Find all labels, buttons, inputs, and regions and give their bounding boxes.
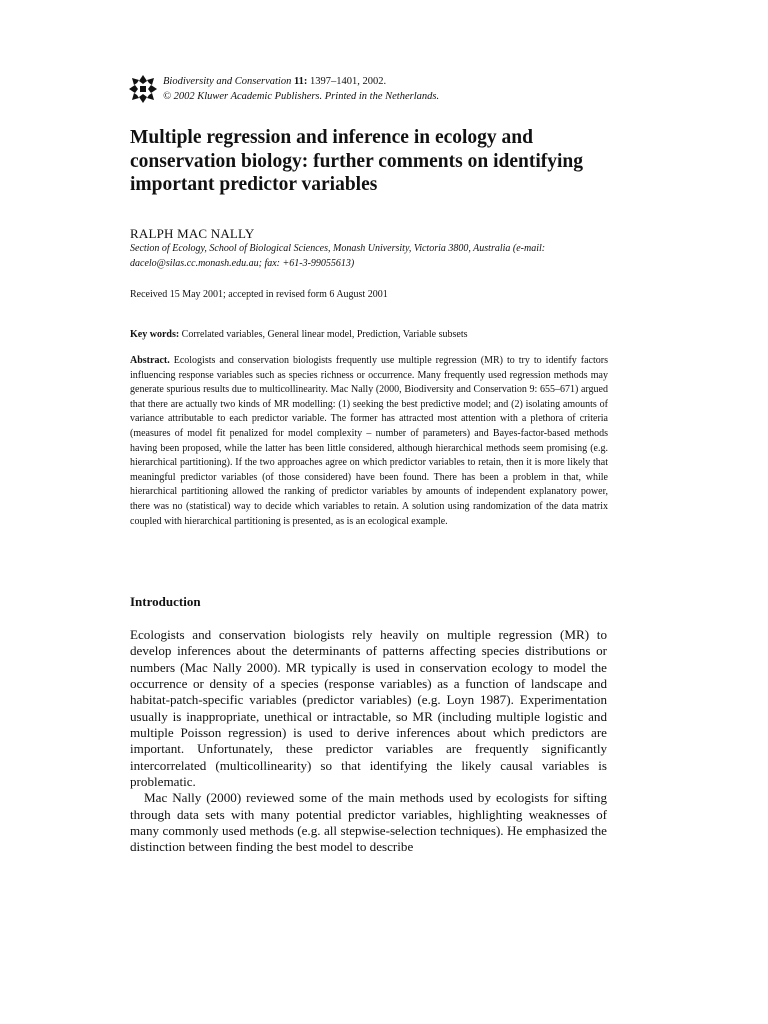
introduction-body bbox=[130, 627, 607, 856]
journal-header bbox=[163, 74, 439, 104]
introduction-heading: Introduction bbox=[130, 594, 201, 609]
abstract-label: Abstract. bbox=[130, 355, 170, 366]
keywords bbox=[130, 329, 610, 340]
journal-pages-year: 1397–1401, 2002. bbox=[310, 76, 387, 87]
publisher-logo bbox=[129, 75, 157, 103]
keywords-label: Key words: bbox=[130, 329, 180, 340]
abstract bbox=[130, 354, 608, 529]
body-paragraph: Mac Nally (2000) reviewed some of the main methods used by ecologists for sifting through data sets with many potential predictor variables, highlighting weaknesses of many commonly used methods (e.g. all stepwise-selection techniques). He emphasized the distinction between finding the best model to describe bbox=[130, 790, 607, 855]
author-name: RALPH MAC NALLY bbox=[130, 226, 255, 241]
author-affiliation: Section of Ecology, School of Biological Sciences, Monash University, Victoria 3800, Australia (e-mail: dacelo@silas.cc.monash.edu.au; fax: +61-3-99055613) bbox=[130, 243, 546, 269]
copyright-line: © 2002 Kluwer Academic Publishers. Printed in the Netherlands. bbox=[163, 91, 440, 102]
body-paragraph: Ecologists and conservation biologists rely heavily on multiple regression (MR) to develop inferences about the determinants of patterns affecting species distributions or numbers (Mac Nally 2000). MR typically is used in conservation ecology to model the occurrence or density of a species (response variables) as a function of landscape and habitat-patch-specific variables (predictor variables) (e.g. Loyn 1987). Experimentation usually is inappropriate, unethical or intractable, so MR (including multiple logistic and multiple Poisson regression) is used to derive inferences about which predictors are important. Unfortunately, these predictor variables are frequently significantly intercorrelated (multicollinearity) so that identifying the likely causal variables is problematic. bbox=[130, 627, 607, 790]
journal-volume: 11: bbox=[293, 76, 308, 87]
journal-name: Biodiversity and Conservation bbox=[163, 76, 292, 87]
received-dates: Received 15 May 2001; accepted in revised form 6 August 2001 bbox=[130, 289, 388, 300]
keywords-text: Correlated variables, General linear model, Prediction, Variable subsets bbox=[181, 329, 468, 340]
citation-line bbox=[163, 74, 439, 89]
article-title: Multiple regression and inference in ecology and conservation biology: further comments on identifying important predictor variables bbox=[130, 127, 583, 195]
abstract-text: Ecologists and conservation biologists frequently use multiple regression (MR) to try to identify factors influencing response variables such as species richness or occurrence. Many frequently used regression methods may generate spurious results due to multicollinearity. Mac Nally (2000, Biodiversity and Conservation 9: 655–671) argued that there are actually two kinds of MR modelling: (1) seeking the best predictive model; and (2) isolating amounts of variance attributable to each predictor variable. The former has attracted most attention with a plethora of criteria (measures of model fit penalized for model complexity – number of parameters) and Bayes-factor-based methods having been proposed, while the latter has been little considered, although hierarchical methods seem promising (e.g. hierarchical partitioning). If the two approaches agree on which predictor variables to retain, then it is more likely that meaningful predictor variables (of those considered) have been found. There has been a problem in that, while hierarchical partitioning allowed the ranking of predictor variables by amounts of independent explanatory power, there was no (statistical) way to decide which variables to retain. A solution using randomization of the data matrix coupled with hierarchical partitioning is presented, as is an ecological example. bbox=[130, 355, 608, 527]
